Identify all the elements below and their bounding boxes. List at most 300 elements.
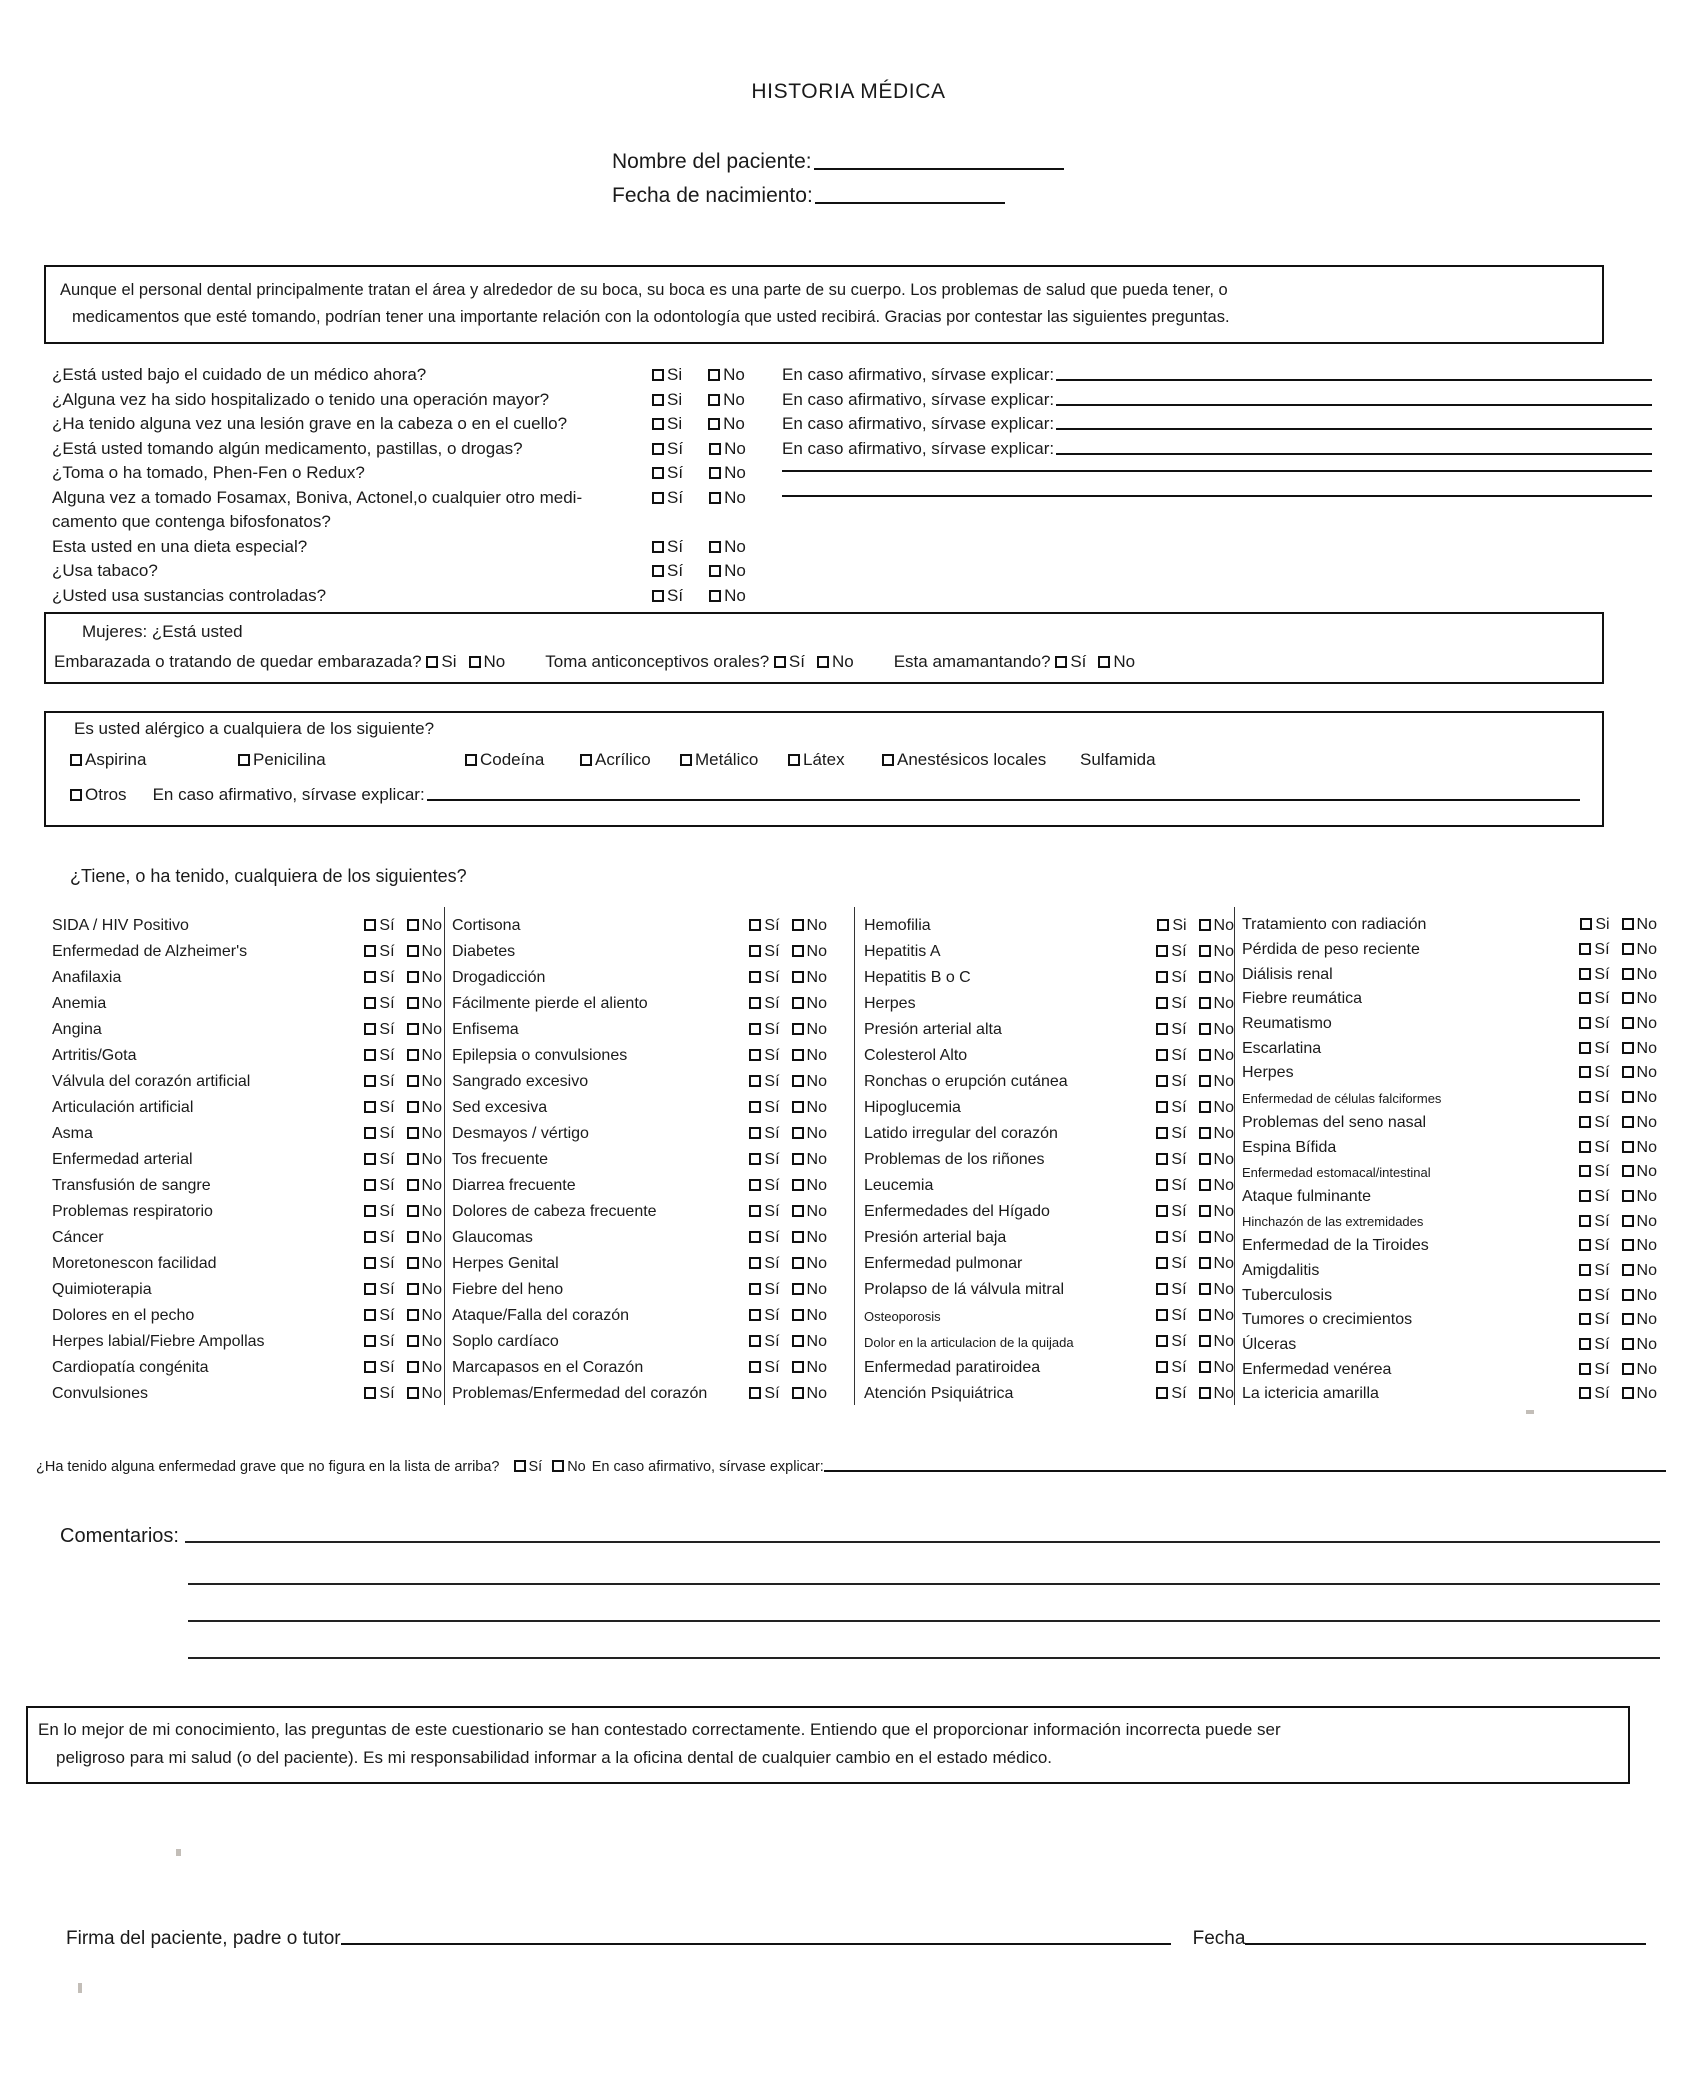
condition-label: Herpes xyxy=(864,995,916,1012)
condition-no-checkbox[interactable]: No xyxy=(407,969,442,986)
condition-no-checkbox[interactable]: No xyxy=(1199,1151,1234,1168)
checkbox-icon xyxy=(407,1231,419,1243)
condition-no-checkbox[interactable]: No xyxy=(1622,1287,1657,1304)
comments-label: Comentarios: xyxy=(60,1525,179,1547)
question-explain xyxy=(782,365,1652,385)
condition-yes-checkbox[interactable]: Sí xyxy=(1579,1262,1609,1279)
women-no-checkbox[interactable]: No xyxy=(469,652,506,671)
condition-yes-checkbox[interactable]: Sí xyxy=(364,1203,394,1220)
condition-yes-no xyxy=(749,1385,827,1403)
condition-yes-checkbox[interactable]: Sí xyxy=(1156,1125,1186,1142)
condition-yes-checkbox[interactable]: Sí xyxy=(749,1229,779,1246)
condition-yes-checkbox[interactable]: Sí xyxy=(1579,1040,1609,1057)
condition-yes-checkbox[interactable]: Sí xyxy=(1579,941,1609,958)
condition-no-checkbox[interactable]: No xyxy=(1622,1311,1657,1328)
condition-label: Dolor en la articulacion de la quijada xyxy=(864,1334,1074,1350)
condition-no-checkbox[interactable]: No xyxy=(1199,1307,1234,1324)
condition-yes-checkbox[interactable]: Sí xyxy=(364,1125,394,1142)
condition-yes-checkbox[interactable]: Sí xyxy=(749,1359,779,1376)
condition-yes-checkbox[interactable]: Sí xyxy=(1579,1361,1609,1378)
condition-yes-no xyxy=(749,943,827,961)
condition-no-checkbox[interactable]: No xyxy=(792,1125,827,1142)
checkbox-icon xyxy=(407,971,419,983)
checkbox-icon xyxy=(1199,919,1211,931)
condition-yes-checkbox[interactable]: Sí xyxy=(1579,1237,1609,1254)
serious-illness-yes[interactable]: Sí xyxy=(514,1459,543,1475)
condition-yes-checkbox[interactable]: Sí xyxy=(1156,1359,1186,1376)
condition-yes-checkbox[interactable]: Sí xyxy=(1156,1151,1186,1168)
checkbox-icon xyxy=(1622,1091,1634,1103)
condition-no-checkbox[interactable]: No xyxy=(792,1047,827,1064)
checkbox-icon xyxy=(1199,1049,1211,1061)
checkbox-icon xyxy=(749,1335,761,1347)
condition-yes-checkbox[interactable]: Sí xyxy=(1579,1064,1609,1081)
question-no-checkbox[interactable]: No xyxy=(708,390,745,410)
allergy-option[interactable]: Látex xyxy=(788,750,845,770)
condition-yes-checkbox[interactable]: Sí xyxy=(1156,1099,1186,1116)
condition-label: Soplo cardíaco xyxy=(452,1333,559,1350)
checkbox-icon xyxy=(1622,918,1634,930)
condition-no-checkbox[interactable]: No xyxy=(1622,1040,1657,1057)
condition-yes-no xyxy=(1579,941,1657,959)
condition-no-checkbox[interactable]: No xyxy=(407,1229,442,1246)
checkbox-icon xyxy=(1579,1017,1591,1029)
condition-yes-checkbox[interactable]: Sí xyxy=(1579,1213,1609,1230)
condition-no-checkbox[interactable]: No xyxy=(407,1125,442,1142)
condition-yes-checkbox[interactable]: Sí xyxy=(1579,1089,1609,1106)
condition-yes-checkbox[interactable]: Sí xyxy=(1579,1015,1609,1032)
condition-yes-checkbox[interactable]: Sí xyxy=(364,1177,394,1194)
women-yes-checkbox[interactable]: Sí xyxy=(774,652,805,671)
condition-yes-checkbox[interactable]: Sí xyxy=(364,1385,394,1402)
condition-no-checkbox[interactable]: No xyxy=(792,1307,827,1324)
allergy-option[interactable]: Anestésicos locales xyxy=(882,750,1046,770)
condition-no-checkbox[interactable]: No xyxy=(1622,1089,1657,1106)
condition-yes-checkbox[interactable]: Sí xyxy=(364,1359,394,1376)
condition-no-checkbox[interactable]: No xyxy=(1622,941,1657,958)
condition-label: Amigdalitis xyxy=(1242,1261,1320,1279)
checkbox-icon xyxy=(580,754,592,766)
condition-yes-checkbox[interactable]: Sí xyxy=(749,1203,779,1220)
condition-yes-no xyxy=(749,1177,827,1195)
condition-row xyxy=(864,1251,1234,1277)
condition-yes-checkbox[interactable]: Sí xyxy=(749,995,779,1012)
condition-label: Pérdida de peso reciente xyxy=(1242,941,1420,959)
condition-yes-checkbox[interactable]: Sí xyxy=(1156,969,1186,986)
condition-yes-checkbox[interactable]: Sí xyxy=(1579,1385,1609,1402)
question-yes-checkbox[interactable]: Si xyxy=(652,390,682,410)
checkbox-icon xyxy=(792,1075,804,1087)
condition-no-checkbox[interactable]: No xyxy=(407,917,442,934)
serious-illness-row xyxy=(36,1459,1666,1475)
condition-yes-no xyxy=(1579,1311,1657,1329)
condition-yes-checkbox[interactable]: Sí xyxy=(749,1307,779,1324)
condition-yes-no xyxy=(1579,1262,1657,1280)
condition-yes-checkbox[interactable]: Sí xyxy=(364,917,394,934)
question-yes-checkbox[interactable]: Sí xyxy=(652,537,683,557)
condition-no-checkbox[interactable]: No xyxy=(1199,1359,1234,1376)
intro-notice-box xyxy=(44,265,1604,344)
condition-no-checkbox[interactable]: No xyxy=(792,1021,827,1038)
condition-yes-checkbox[interactable]: Sí xyxy=(1579,1336,1609,1353)
checkbox-icon xyxy=(1156,1309,1168,1321)
condition-yes-checkbox[interactable]: Sí xyxy=(1156,1177,1186,1194)
checkbox-icon xyxy=(792,1309,804,1321)
condition-no-checkbox[interactable]: No xyxy=(1199,995,1234,1012)
condition-yes-checkbox[interactable]: Sí xyxy=(1579,990,1609,1007)
condition-label: Problemas/Enfermedad del corazón xyxy=(452,1385,708,1402)
serious-illness-explain-input[interactable] xyxy=(824,1470,1666,1472)
condition-no-checkbox[interactable]: No xyxy=(792,969,827,986)
checkbox-icon xyxy=(1156,1335,1168,1347)
condition-yes-checkbox[interactable]: Sí xyxy=(1579,966,1609,983)
condition-yes-checkbox[interactable]: Sí xyxy=(749,1177,779,1194)
condition-label: SIDA / HIV Positivo xyxy=(52,917,189,934)
condition-no-checkbox[interactable]: No xyxy=(407,1099,442,1116)
condition-no-checkbox[interactable]: No xyxy=(1199,1281,1234,1298)
question-yes-checkbox[interactable]: Sí xyxy=(652,463,683,483)
condition-yes-checkbox[interactable]: Sí xyxy=(364,943,394,960)
condition-no-checkbox[interactable]: No xyxy=(407,1307,442,1324)
women-yes-checkbox[interactable]: Sí xyxy=(1055,652,1086,671)
question-explain-label: En caso afirmativo, sírvase explicar: xyxy=(782,365,1055,385)
condition-no-checkbox[interactable]: No xyxy=(407,943,442,960)
checkbox-icon xyxy=(1156,1231,1168,1243)
condition-no-checkbox[interactable]: No xyxy=(407,1177,442,1194)
condition-yes-checkbox[interactable]: Sí xyxy=(1156,1229,1186,1246)
condition-no-checkbox[interactable]: No xyxy=(792,1151,827,1168)
condition-row xyxy=(52,991,442,1017)
question-explain-input[interactable] xyxy=(1056,404,1652,406)
question-no-checkbox[interactable]: No xyxy=(708,365,745,385)
condition-row xyxy=(452,1225,827,1251)
question-no-checkbox[interactable]: No xyxy=(709,463,746,483)
condition-yes-checkbox[interactable]: Sí xyxy=(364,969,394,986)
condition-yes-no xyxy=(1579,1139,1657,1157)
condition-yes-no xyxy=(364,1229,442,1247)
condition-no-checkbox[interactable]: No xyxy=(792,1203,827,1220)
question-yes-checkbox[interactable]: Sí xyxy=(652,586,683,606)
condition-no-checkbox[interactable]: No xyxy=(407,995,442,1012)
condition-yes-no xyxy=(364,943,442,961)
condition-no-checkbox[interactable]: No xyxy=(1622,1262,1657,1279)
condition-no-checkbox[interactable]: No xyxy=(1622,1114,1657,1131)
condition-yes-checkbox[interactable]: Sí xyxy=(1156,1333,1186,1350)
condition-no-checkbox[interactable]: No xyxy=(1199,943,1234,960)
condition-yes-checkbox[interactable]: Sí xyxy=(749,1385,779,1402)
checkbox-icon xyxy=(749,1049,761,1061)
condition-yes-no xyxy=(364,1073,442,1091)
condition-no-checkbox[interactable]: No xyxy=(407,1359,442,1376)
condition-no-checkbox[interactable]: No xyxy=(1622,1336,1657,1353)
condition-yes-no xyxy=(1156,1359,1234,1377)
condition-no-checkbox[interactable]: No xyxy=(1199,1177,1234,1194)
question-yes-checkbox[interactable]: Sí xyxy=(652,439,683,459)
patient-dob-input[interactable] xyxy=(815,201,1005,204)
condition-no-checkbox[interactable]: No xyxy=(407,1021,442,1038)
condition-no-checkbox[interactable]: No xyxy=(1199,917,1234,934)
condition-no-checkbox[interactable]: No xyxy=(1199,1203,1234,1220)
patient-name-input[interactable] xyxy=(814,167,1064,170)
condition-yes-checkbox[interactable]: Sí xyxy=(364,1073,394,1090)
condition-no-checkbox[interactable]: No xyxy=(407,1281,442,1298)
condition-yes-checkbox[interactable]: Sí xyxy=(1579,1163,1609,1180)
allergy-option[interactable]: Codeína xyxy=(465,750,544,770)
checkbox-icon xyxy=(1579,1091,1591,1103)
condition-no-checkbox[interactable]: No xyxy=(792,1073,827,1090)
condition-no-checkbox[interactable]: No xyxy=(1622,1361,1657,1378)
condition-no-checkbox[interactable]: No xyxy=(1622,1064,1657,1081)
signature-date-input[interactable] xyxy=(1245,1943,1646,1945)
serious-illness-no[interactable]: No xyxy=(552,1459,586,1475)
question-explain-input[interactable] xyxy=(782,470,1652,472)
condition-yes-checkbox[interactable]: Sí xyxy=(749,1047,779,1064)
condition-yes-checkbox[interactable]: Sí xyxy=(1156,943,1186,960)
condition-yes-checkbox[interactable]: Sí xyxy=(749,1151,779,1168)
checkbox-icon xyxy=(1199,1075,1211,1087)
condition-yes-checkbox[interactable]: Sí xyxy=(364,995,394,1012)
condition-no-checkbox[interactable]: No xyxy=(1622,1237,1657,1254)
condition-no-checkbox[interactable]: No xyxy=(1622,966,1657,983)
condition-no-checkbox[interactable]: No xyxy=(1199,1333,1234,1350)
condition-yes-checkbox[interactable]: Sí xyxy=(364,1255,394,1272)
condition-label: Asma xyxy=(52,1125,93,1142)
condition-no-checkbox[interactable]: No xyxy=(1622,1213,1657,1230)
condition-no-checkbox[interactable]: No xyxy=(407,1385,442,1402)
allergy-other-explain-input[interactable] xyxy=(427,799,1580,801)
condition-row xyxy=(452,1303,827,1329)
condition-yes-checkbox[interactable]: Sí xyxy=(749,1099,779,1116)
condition-yes-no xyxy=(1579,1361,1657,1379)
condition-no-checkbox[interactable]: No xyxy=(407,1333,442,1350)
condition-yes-checkbox[interactable]: Sí xyxy=(1156,1255,1186,1272)
condition-no-checkbox[interactable]: No xyxy=(1622,1188,1657,1205)
condition-no-checkbox[interactable]: No xyxy=(792,995,827,1012)
condition-row xyxy=(1242,1036,1657,1061)
women-no-checkbox[interactable]: No xyxy=(817,652,854,671)
condition-no-checkbox[interactable]: No xyxy=(792,1385,827,1402)
condition-yes-checkbox[interactable]: Sí xyxy=(364,1281,394,1298)
condition-row xyxy=(452,1069,827,1095)
condition-yes-checkbox[interactable]: Sí xyxy=(1156,1203,1186,1220)
checkbox-icon xyxy=(1579,1264,1591,1276)
condition-yes-checkbox[interactable]: Sí xyxy=(364,1229,394,1246)
condition-yes-checkbox[interactable]: Sí xyxy=(364,1307,394,1324)
condition-no-checkbox[interactable]: No xyxy=(1622,1163,1657,1180)
checkbox-icon xyxy=(1579,1313,1591,1325)
checkbox-icon xyxy=(1156,1283,1168,1295)
checkbox-icon xyxy=(708,394,720,406)
checkbox-icon xyxy=(652,467,664,479)
condition-yes-no xyxy=(364,1307,442,1325)
checkbox-icon xyxy=(1622,1289,1634,1301)
condition-label: Escarlatina xyxy=(1242,1039,1322,1057)
condition-label: Colesterol Alto xyxy=(864,1047,968,1064)
condition-label: Sed excesiva xyxy=(452,1099,548,1116)
question-yes-checkbox[interactable]: Sí xyxy=(652,561,683,581)
checkbox-icon xyxy=(407,1075,419,1087)
condition-no-checkbox[interactable]: No xyxy=(1199,1047,1234,1064)
checkbox-icon xyxy=(749,919,761,931)
condition-label: Enfermedad pulmonar xyxy=(864,1255,1023,1272)
condition-no-checkbox[interactable]: No xyxy=(407,1073,442,1090)
condition-no-checkbox[interactable]: No xyxy=(792,1177,827,1194)
condition-yes-checkbox[interactable]: Sí xyxy=(749,1125,779,1142)
checkbox-icon xyxy=(709,492,721,504)
condition-yes-checkbox[interactable]: Sí xyxy=(749,969,779,986)
allergies-section-box xyxy=(44,711,1604,827)
condition-yes-checkbox[interactable]: Sí xyxy=(749,1021,779,1038)
condition-no-checkbox[interactable]: No xyxy=(1622,1015,1657,1032)
condition-yes-checkbox[interactable]: Sí xyxy=(1156,1073,1186,1090)
question-explain-input[interactable] xyxy=(782,495,1652,497)
condition-no-checkbox[interactable]: No xyxy=(792,1333,827,1350)
condition-label: Herpes labial/Fiebre Ampollas xyxy=(52,1333,265,1350)
signature-input[interactable] xyxy=(341,1943,1171,1945)
condition-no-checkbox[interactable]: No xyxy=(792,1099,827,1116)
condition-yes-checkbox[interactable]: Sí xyxy=(364,1151,394,1168)
checkbox-icon xyxy=(652,541,664,553)
condition-label: Hemofilia xyxy=(864,917,931,934)
checkbox-icon xyxy=(364,1361,376,1373)
condition-yes-checkbox[interactable]: Sí xyxy=(749,1333,779,1350)
condition-no-checkbox[interactable]: No xyxy=(792,1255,827,1272)
allergy-option[interactable]: Acrílico xyxy=(580,750,651,770)
question-yes-checkbox[interactable]: Sí xyxy=(652,488,683,508)
condition-row xyxy=(864,913,1234,939)
checkbox-icon xyxy=(1156,1049,1168,1061)
women-question-item xyxy=(54,652,505,672)
question-no-checkbox[interactable]: No xyxy=(709,561,746,581)
question-explain-input[interactable] xyxy=(1056,428,1652,430)
checkbox-icon xyxy=(1156,945,1168,957)
condition-yes-checkbox[interactable]: Sí xyxy=(1156,995,1186,1012)
condition-no-checkbox[interactable]: No xyxy=(1622,1139,1657,1156)
condition-no-checkbox[interactable]: No xyxy=(1622,990,1657,1007)
condition-no-checkbox[interactable]: No xyxy=(1622,916,1657,933)
condition-row xyxy=(1242,913,1657,938)
question-yes-checkbox[interactable]: Si xyxy=(652,365,682,385)
condition-yes-checkbox[interactable]: Sí xyxy=(364,1047,394,1064)
question-yes-checkbox[interactable]: Si xyxy=(652,414,682,434)
condition-no-checkbox[interactable]: No xyxy=(792,1229,827,1246)
condition-no-checkbox[interactable]: No xyxy=(407,1203,442,1220)
allergy-other-checkbox[interactable] xyxy=(70,785,85,805)
condition-yes-checkbox[interactable]: Sí xyxy=(1156,1281,1186,1298)
condition-no-checkbox[interactable]: No xyxy=(1622,1385,1657,1402)
question-row xyxy=(52,584,1652,609)
condition-yes-checkbox[interactable]: Sí xyxy=(1579,1114,1609,1131)
condition-no-checkbox[interactable]: No xyxy=(1199,1125,1234,1142)
condition-yes-no xyxy=(1156,1047,1234,1065)
women-no-checkbox[interactable]: No xyxy=(1098,652,1135,671)
question-yes-no xyxy=(652,414,782,434)
question-no-checkbox[interactable]: No xyxy=(709,439,746,459)
allergy-option[interactable]: Aspirina xyxy=(70,750,146,770)
checkbox-icon xyxy=(749,1205,761,1217)
condition-label: Anemia xyxy=(52,995,107,1012)
question-explain-input[interactable] xyxy=(1056,453,1652,455)
condition-yes-checkbox[interactable]: Sí xyxy=(749,943,779,960)
condition-yes-no xyxy=(749,969,827,987)
scan-artifact-3 xyxy=(1526,1410,1534,1414)
comments-input-line-2[interactable] xyxy=(188,1582,1660,1585)
condition-no-checkbox[interactable]: No xyxy=(1199,1229,1234,1246)
condition-row xyxy=(52,1381,442,1407)
condition-no-checkbox[interactable]: No xyxy=(407,1255,442,1272)
condition-yes-checkbox[interactable]: Si xyxy=(1157,917,1186,934)
question-no-checkbox[interactable]: No xyxy=(708,414,745,434)
column-divider-1 xyxy=(444,907,445,1405)
condition-no-checkbox[interactable]: No xyxy=(1199,1099,1234,1116)
condition-no-checkbox[interactable]: No xyxy=(792,917,827,934)
question-explain-input[interactable] xyxy=(1056,379,1652,381)
condition-no-checkbox[interactable]: No xyxy=(407,1047,442,1064)
condition-yes-checkbox[interactable]: Sí xyxy=(1156,1307,1186,1324)
checkbox-icon xyxy=(1579,1239,1591,1251)
condition-label: Enfermedad arterial xyxy=(52,1151,193,1168)
condition-yes-checkbox[interactable]: Sí xyxy=(364,1021,394,1038)
condition-yes-checkbox[interactable]: Sí xyxy=(1156,1047,1186,1064)
condition-yes-no xyxy=(1579,1114,1657,1132)
condition-row xyxy=(452,991,827,1017)
condition-yes-no xyxy=(364,1047,442,1065)
condition-label: Diabetes xyxy=(452,943,516,960)
condition-no-checkbox[interactable]: No xyxy=(792,943,827,960)
condition-yes-checkbox[interactable]: Sí xyxy=(1579,1311,1609,1328)
allergy-option[interactable]: Metálico xyxy=(680,750,758,770)
women-yes-checkbox[interactable]: Si xyxy=(426,652,456,671)
comments-input-line-4[interactable] xyxy=(188,1656,1660,1659)
question-no-checkbox[interactable]: No xyxy=(709,537,746,557)
condition-yes-checkbox[interactable]: Sí xyxy=(749,1281,779,1298)
condition-yes-checkbox[interactable]: Sí xyxy=(1156,1385,1186,1402)
question-no-checkbox[interactable]: No xyxy=(709,488,746,508)
condition-no-checkbox[interactable]: No xyxy=(1199,1021,1234,1038)
condition-no-checkbox[interactable]: No xyxy=(1199,1255,1234,1272)
condition-yes-checkbox[interactable]: Sí xyxy=(1156,1021,1186,1038)
condition-no-checkbox[interactable]: No xyxy=(1199,1385,1234,1402)
condition-yes-checkbox[interactable]: Sí xyxy=(364,1333,394,1350)
condition-yes-checkbox[interactable]: Sí xyxy=(1579,1139,1609,1156)
condition-yes-checkbox[interactable]: Si xyxy=(1580,916,1609,933)
checkbox-icon xyxy=(407,1101,419,1113)
condition-yes-checkbox[interactable]: Sí xyxy=(1579,1188,1609,1205)
condition-no-checkbox[interactable]: No xyxy=(1199,969,1234,986)
condition-no-checkbox[interactable]: No xyxy=(1199,1073,1234,1090)
condition-yes-checkbox[interactable]: Sí xyxy=(364,1099,394,1116)
women-question-item xyxy=(894,652,1135,672)
condition-label: Cortisona xyxy=(452,917,521,934)
comments-input-line-1[interactable] xyxy=(185,1541,1660,1543)
condition-label: Ataque/Falla del corazón xyxy=(452,1307,629,1324)
condition-no-checkbox[interactable]: No xyxy=(407,1151,442,1168)
condition-yes-checkbox[interactable]: Sí xyxy=(749,1073,779,1090)
checkbox-icon xyxy=(1579,1042,1591,1054)
allergy-option[interactable]: Penicilina xyxy=(238,750,326,770)
checkbox-icon xyxy=(364,1049,376,1061)
condition-no-checkbox[interactable]: No xyxy=(792,1281,827,1298)
condition-no-checkbox[interactable]: No xyxy=(792,1359,827,1376)
condition-yes-checkbox[interactable]: Sí xyxy=(749,1255,779,1272)
question-no-checkbox[interactable]: No xyxy=(709,586,746,606)
condition-yes-checkbox[interactable]: Sí xyxy=(1579,1287,1609,1304)
checkbox-icon xyxy=(709,590,721,602)
condition-yes-checkbox[interactable]: Sí xyxy=(749,917,779,934)
conditions-column-3 xyxy=(864,913,1234,1407)
condition-row xyxy=(1242,1160,1657,1185)
comments-input-line-3[interactable] xyxy=(188,1619,1660,1622)
